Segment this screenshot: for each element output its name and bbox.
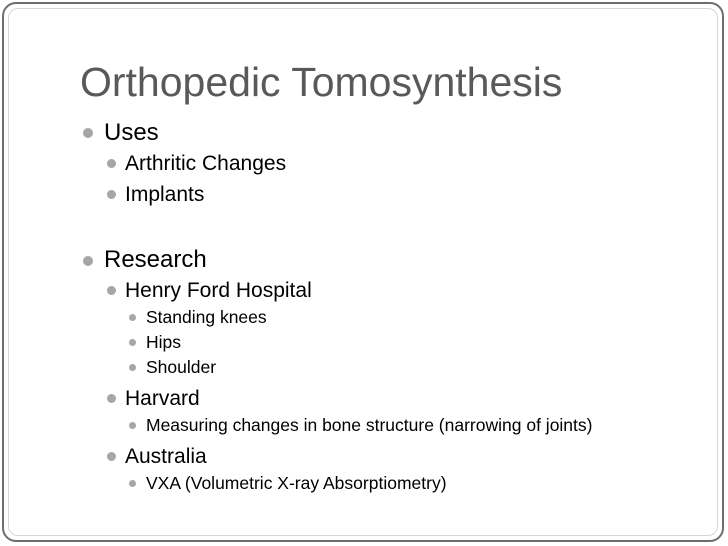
list-item: Shoulder [146,357,217,377]
list-item-harvard: Harvard [125,387,200,410]
list-item: Implants [125,183,205,206]
list-item-australia: Australia [125,445,207,468]
bullet-icon [129,314,136,321]
list-item: Standing knees [146,307,267,327]
section-research: Research [104,246,207,273]
list-item: Arthritic Changes [125,152,287,175]
bullet-icon [129,422,136,429]
section-uses: Uses [104,119,159,146]
bullet-icon [107,190,116,199]
list-item: VXA (Volumetric X-ray Absorptiometry) [146,473,447,493]
slide-title: Orthopedic Tomosynthesis [80,59,563,105]
list-item-henry-ford: Henry Ford Hospital [125,279,312,302]
bullet-icon [107,286,116,295]
list-item: Hips [146,332,182,352]
bullet-icon [107,394,116,403]
bullet-icon [129,480,136,487]
bullet-icon [83,256,93,266]
bullet-icon [107,159,116,168]
bullet-icon [83,128,93,138]
list-item: Measuring changes in bone structure (narrowing of joints) [146,415,593,435]
bullet-icon [129,364,136,371]
bullet-icon [129,339,136,346]
bullet-icon [107,452,116,461]
